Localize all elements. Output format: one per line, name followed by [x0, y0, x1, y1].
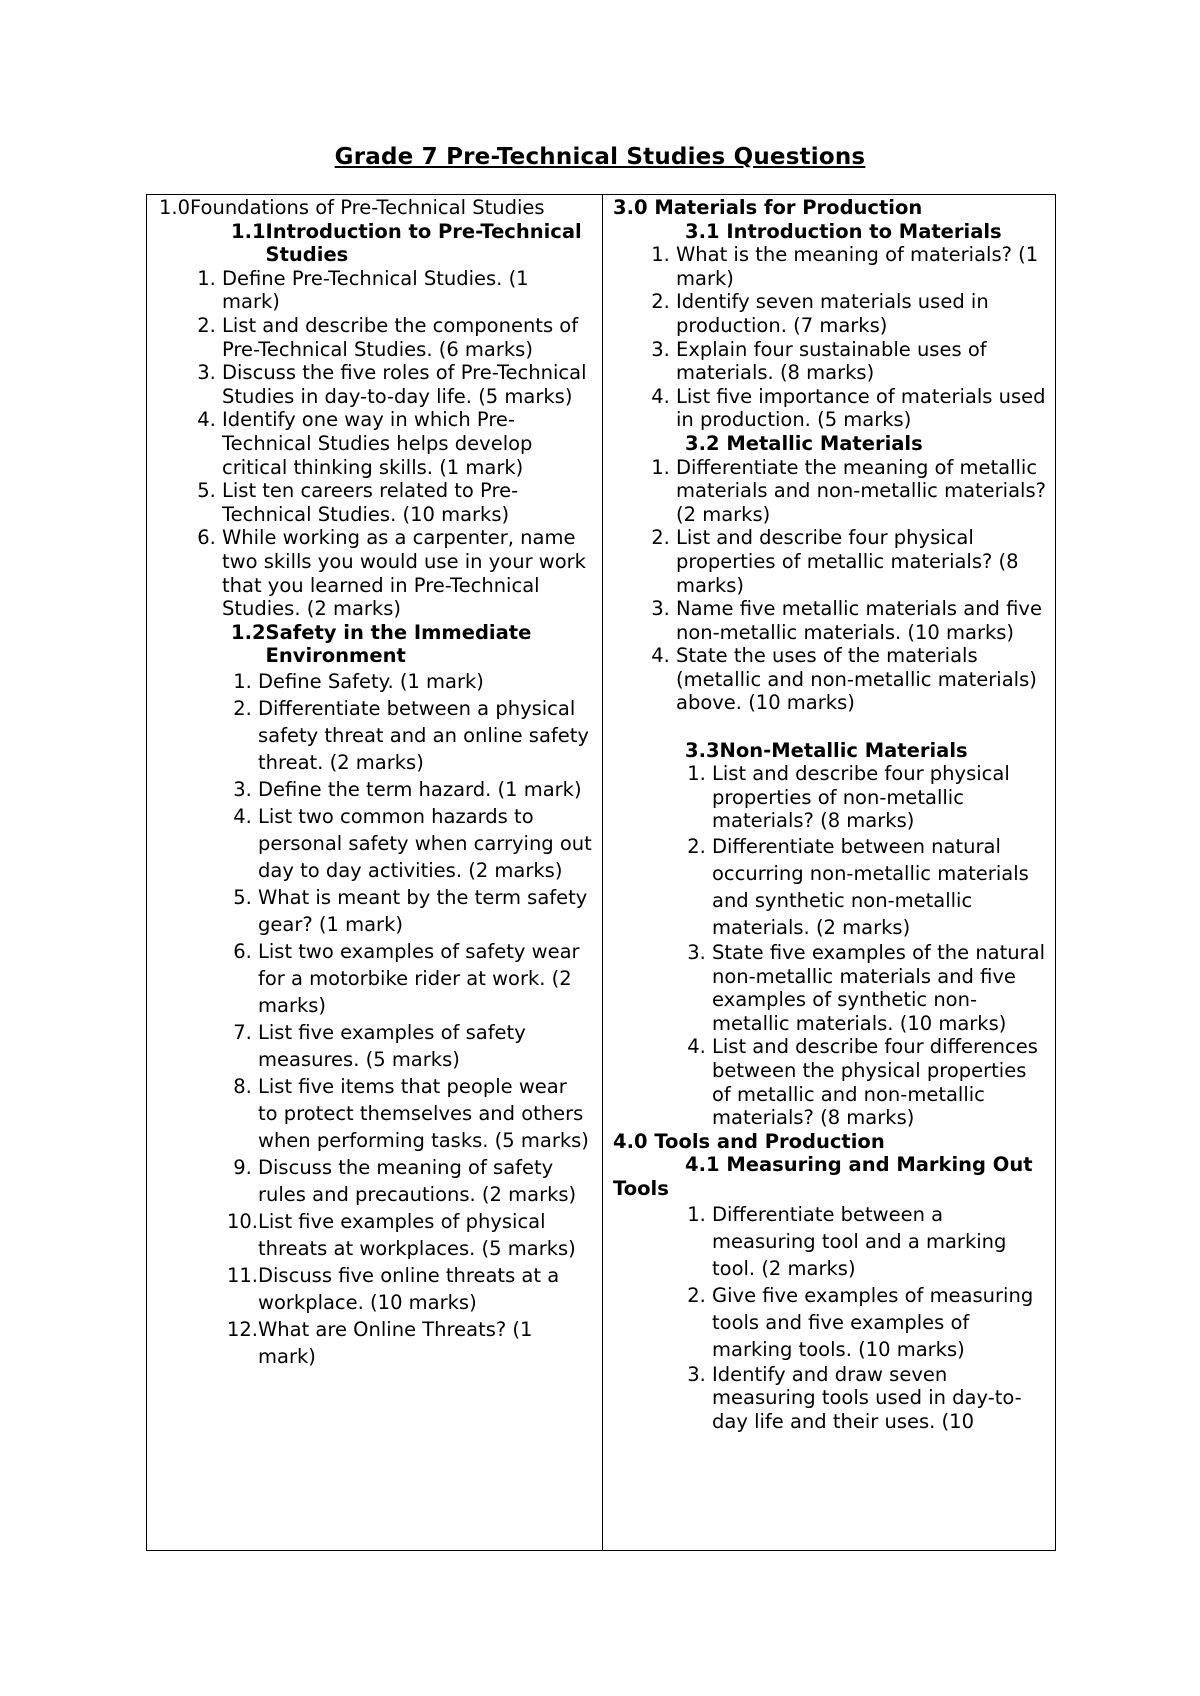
- subsection-1-1-label: Introduction to Pre-Technical Studies: [265, 219, 582, 267]
- list-item: 4. State the uses of the materials (metallic and non-metallic materials) above. (10 marks): [651, 644, 1037, 715]
- list-item: 3. Name five metallic materials and five non-metallic materials. (10 marks): [651, 597, 1042, 644]
- subsection-4-1-list: [613, 1201, 1049, 1434]
- subsection-1-1-list: [159, 267, 592, 621]
- questions-table: [146, 194, 1056, 1551]
- list-item: 6. While working as a carpenter, name two skills you would use in your work that you learned in Pre-Technical Studies. (2 marks): [197, 526, 586, 621]
- section-1-number: 1.0: [159, 196, 191, 219]
- list-item: 3. Discuss the five roles of Pre-Technical Studies in day-to-day life. (5 marks): [197, 361, 587, 408]
- list-item: 4. Identify one way in which Pre-Technical Studies helps develop critical thinking skills. (1 mark): [197, 408, 533, 479]
- subsection-1-2-number: 1.2: [231, 620, 266, 644]
- list-item: 4. List two common hazards to personal safety when carrying out day to day activities. (2 marks): [233, 804, 592, 882]
- section-1-heading: [159, 196, 592, 220]
- blank-line: [613, 715, 1049, 739]
- list-item: 2. Differentiate between a physical safety threat and an online safety threat. (2 marks): [233, 696, 589, 774]
- subsection-3-3-heading: 3.3Non-Metallic Materials: [685, 738, 968, 762]
- subsection-3-1-heading: 3.1 Introduction to Materials: [685, 219, 1002, 243]
- page-title: Grade 7 Pre-Technical Studies Questions: [334, 144, 866, 170]
- list-item: 1. Differentiate between a measuring tool and a marking tool. (2 marks): [687, 1202, 1007, 1280]
- list-item: 5. What is meant by the term safety gear? (1 mark): [233, 885, 588, 936]
- subsection-1-1-heading: [159, 220, 592, 267]
- list-item: 1. List and describe four physical properties of non-metallic materials? (8 marks): [687, 762, 1010, 833]
- list-item: 8. List five items that people wear to protect themselves and others when performing tasks. (5 marks): [233, 1074, 589, 1152]
- list-item: 1. Define Safety. (1 mark): [233, 669, 484, 693]
- right-column: [603, 195, 1055, 1550]
- subsection-3-2-heading: 3.2 Metallic Materials: [685, 431, 923, 455]
- list-item: 6. List two examples of safety wear for a motorbike rider at work. (2 marks): [233, 939, 580, 1017]
- subsection-3-2-list: [613, 456, 1049, 716]
- subsection-3-3-list: [613, 762, 1049, 1130]
- section-1-label: Foundations of Pre-Technical Studies: [190, 196, 545, 219]
- list-item: 2. Differentiate between natural occurring non-metallic materials and synthetic non-metallic materials. (2 marks): [687, 835, 1029, 940]
- subsection-1-1-number: 1.1: [231, 219, 266, 243]
- section-3-heading: 3.0 Materials for Production: [613, 196, 923, 219]
- list-item: 3. Identify and draw seven measuring tools used in day-to-day life and their uses. (10: [687, 1362, 1022, 1433]
- list-item: 1. What is the meaning of materials? (1 mark): [651, 243, 1039, 290]
- list-item: 9. Discuss the meaning of safety rules and precautions. (2 marks): [233, 1155, 577, 1206]
- subsection-1-2-list: [159, 668, 592, 1370]
- list-item: 3. Define the term hazard. (1 mark): [233, 777, 582, 801]
- list-item: 2. List and describe four physical properties of metallic materials? (8 marks): [651, 526, 1019, 597]
- left-column: [147, 195, 603, 1550]
- subsection-3-1-list: [613, 243, 1049, 432]
- list-item: 4. List five importance of materials used in production. (5 marks): [651, 384, 1046, 432]
- list-item: 3. Explain four sustainable uses of materials. (8 marks): [651, 337, 987, 385]
- list-item: 3. State five examples of the natural non-metallic materials and five examples of synthetic non-metallic materials. (10 marks): [687, 941, 1046, 1035]
- list-item: 7. List five examples of safety measures. (5 marks): [233, 1020, 526, 1071]
- list-item: 1. Differentiate the meaning of metallic materials and non-metallic materials? (2 marks): [651, 455, 1046, 526]
- list-item: 10. List five examples of physical threats at workplaces. (5 marks): [226, 1209, 576, 1260]
- list-item: 2. Give five examples of measuring tools and five examples of marking tools. (10 marks): [687, 1283, 1034, 1361]
- subsection-1-2-label: Safety in the Immediate Environment: [265, 620, 532, 668]
- list-item: 4. List and describe four differences between the physical properties of metallic and non-metallic materials? (8 marks): [687, 1035, 1038, 1130]
- list-item: 2. Identify seven materials used in production. (7 marks): [651, 290, 989, 337]
- list-item: 5. List ten careers related to Pre-Technical Studies. (10 marks): [197, 479, 519, 526]
- list-item: 12. What are Online Threats? (1 mark): [226, 1317, 533, 1368]
- list-item: 11. Discuss five online threats at a workplace. (10 marks): [226, 1263, 560, 1314]
- subsection-4-1-heading: 4.1 Measuring and Marking Out Tools: [613, 1153, 1033, 1200]
- list-item: 1. Define Pre-Technical Studies. (1 mark): [197, 266, 529, 314]
- list-item: 2. List and describe the components of Pre-Technical Studies. (6 marks): [197, 313, 579, 361]
- section-4-heading: 4.0 Tools and Production: [613, 1129, 885, 1153]
- subsection-1-2-heading: [159, 621, 592, 668]
